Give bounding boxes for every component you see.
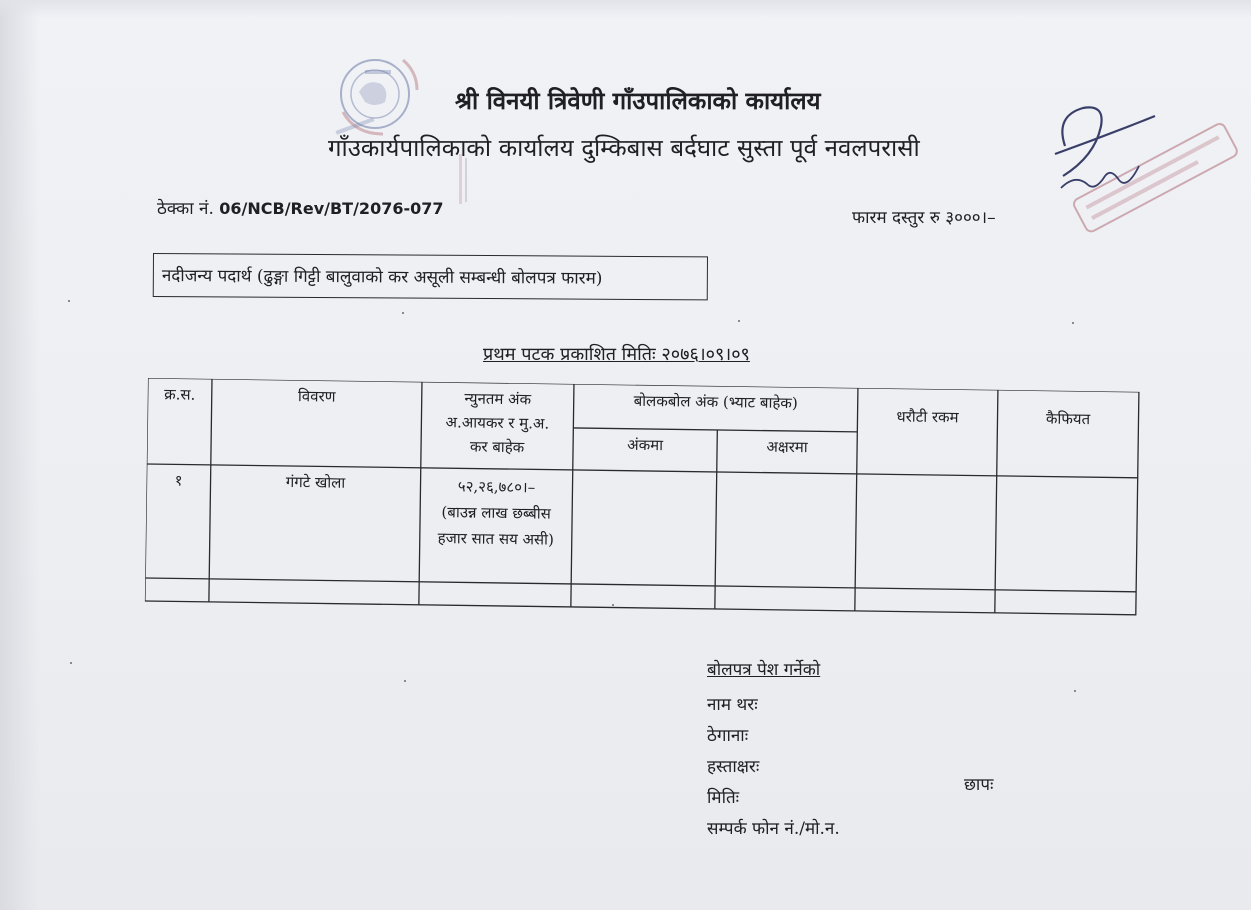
scan-speck bbox=[1074, 690, 1076, 692]
bidder-phone-label: सम्पर्क फोन नं./मो.न. bbox=[707, 819, 840, 839]
scan-speck bbox=[738, 320, 740, 322]
bid-table bbox=[145, 378, 1140, 616]
office-address-heading: गाँउकार्यपालिकाको कार्यालय दुम्किबास बर्दघाट सुस्ता पूर्व नवलपरासी bbox=[328, 134, 920, 162]
table-cell-min-amount-words-1: (बाउन्न लाख छब्बीस bbox=[441, 503, 551, 523]
col-header-in-figures: अंकमा bbox=[627, 435, 664, 455]
form-fee: फारम दस्तुर रु ३०००।– bbox=[852, 208, 996, 228]
bidder-signature-label: हस्ताक्षरः bbox=[707, 757, 760, 777]
col-header-in-words: अक्षरमा bbox=[766, 437, 808, 457]
contract-number bbox=[157, 196, 444, 219]
table-cell-min-amount: ५२,२६,७८०।– bbox=[457, 477, 536, 497]
table-cell-sn: १ bbox=[174, 471, 183, 490]
contract-number-value: 06/NCB/Rev/BT/2076-077 bbox=[219, 199, 444, 218]
bidder-heading: बोलपत्र पेश गर्नेको bbox=[707, 660, 821, 680]
subject-box bbox=[153, 253, 708, 300]
scan-speck bbox=[70, 662, 72, 664]
bidder-address-label: ठेगानाः bbox=[707, 726, 749, 746]
table-cell-min-amount-words-2: हजार सात सय असी) bbox=[437, 529, 555, 549]
col-header-description: विवरण bbox=[297, 387, 336, 406]
scan-speck bbox=[612, 604, 614, 606]
bidder-name-label: नाम थरः bbox=[707, 695, 758, 715]
bidder-date-label: मितिः bbox=[707, 788, 740, 808]
col-header-remarks: कैफियत bbox=[1045, 409, 1091, 429]
subject-text: नदीजन्य पदार्थ (ढुङ्गा गिट्टी बालुवाको कर असूली सम्बन्धी बोलपत्र फारम) bbox=[161, 266, 603, 289]
col-header-min-amount-line-1: न्युनतम अंक bbox=[464, 389, 532, 409]
col-header-sn: क्र.स. bbox=[164, 385, 196, 404]
scan-speck bbox=[404, 680, 406, 682]
scan-speck bbox=[402, 312, 404, 314]
officer-signature-stamp bbox=[1035, 96, 1245, 244]
table-cell-description: गंगटे खोला bbox=[285, 472, 346, 492]
contract-number-label: ठेक्का नं. bbox=[157, 199, 214, 219]
bidder-stamp-label: छापः bbox=[964, 775, 994, 795]
first-published-date: प्रथम पटक प्रकाशित मितिः २०७६।०९।०९ bbox=[483, 344, 750, 365]
scan-shadow-left bbox=[0, 0, 40, 910]
col-header-min-amount-line-3: कर बाहेक bbox=[469, 437, 525, 457]
col-header-bid-amount: बोलकबोल अंक (भ्याट बाहेक) bbox=[633, 391, 798, 413]
scan-speck bbox=[68, 300, 70, 302]
col-header-min-amount-line-2: अ.आयकर र मु.अ. bbox=[445, 413, 550, 433]
scan-shadow-top bbox=[0, 0, 1251, 18]
bidder-details bbox=[707, 657, 840, 847]
office-name-heading: श्री विनयी त्रिवेणी गाँउपालिकाको कार्यालय bbox=[455, 86, 821, 115]
col-header-deposit: धरौटी रकम bbox=[896, 407, 959, 427]
scan-speck bbox=[1072, 322, 1074, 324]
